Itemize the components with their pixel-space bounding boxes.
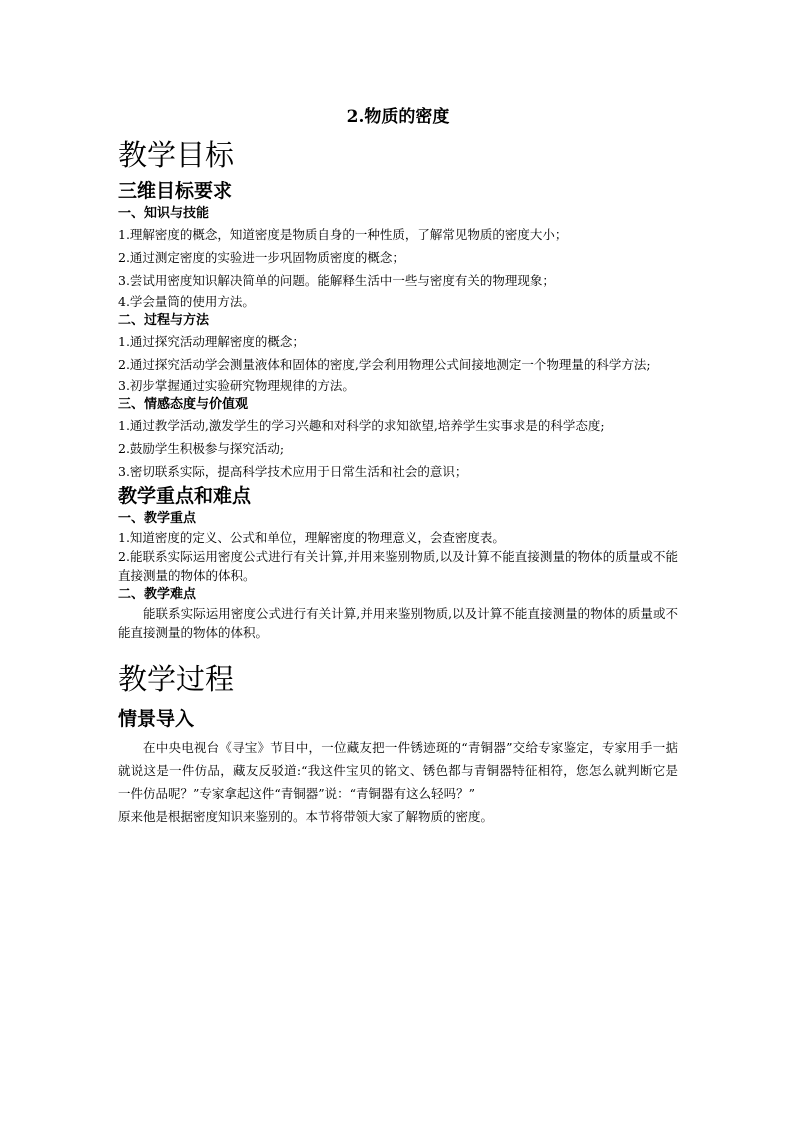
difficult-points-title: 二、教学难点: [118, 587, 197, 602]
subheading-scenario-intro: 情景导入: [118, 708, 195, 730]
scenario-conclusion: 原来他是根据密度知识来鉴别的。本节将带领大家了解物质的密度。: [118, 809, 494, 824]
goal-item: 3.密切联系实际，提高科学技术应用于日常生活和社会的意识；: [118, 464, 468, 479]
document-content: [118, 104, 678, 828]
goal-item: 2.鼓励学生积极参与探究活动;: [118, 441, 285, 456]
subheading-three-dimensional-goals: 三维目标要求: [118, 180, 233, 202]
section-heading-key-difficult-points: 教学重点和难点: [118, 485, 252, 507]
document-title: 2.物质的密度: [346, 107, 450, 127]
key-points-title: 一、教学重点: [118, 511, 197, 526]
goal-title-process-methods: 二、过程与方法: [118, 313, 210, 328]
goal-item: 2.通过测定密度的实验进一步巩固物质密度的概念；: [118, 250, 405, 265]
section-heading-teaching-process: 教学过程: [118, 662, 235, 696]
section-heading-teaching-goals: 教学目标: [118, 138, 235, 172]
goal-item: 3.尝试用密度知识解决简单的问题。能解释生活中一些与密度有关的物理现象；: [118, 273, 555, 288]
goal-item: 3.初步掌握通过实验研究物理规律的方法。: [118, 378, 355, 393]
goal-title-knowledge-skills: 一、知识与技能: [118, 206, 210, 221]
scenario-story: 在中央电视台《寻宝》节目中，一位藏友把一件锈迹斑的“青铜器”交给专家鉴定，专家用手一掂就说这是一件仿品，藏友反驳道:“我这件宝贝的铭文、锈色都与青铜器特征相符，您怎么就判断它是一件仿品呢？”专家拿起这件“青铜器”说：“青铜器有这么轻吗？”: [118, 740, 678, 801]
goal-item: 1.通过探究活动理解密度的概念；: [118, 334, 305, 349]
goal-item: 4.学会量筒的使用方法。: [118, 294, 255, 309]
goal-title-attitudes-values: 三、情感态度与价值观: [118, 397, 249, 412]
difficult-point-text: 能联系实际运用密度公式进行有关计算,并用来鉴别物质,以及计算不能直接测量的物体的质量或不能直接测量的物体的体积。: [118, 606, 678, 640]
goal-item: 1.理解密度的概念，知道密度是物质自身的一种性质，了解常见物质的密度大小；: [118, 227, 568, 242]
goal-item: 1.通过教学活动,激发学生的学习兴趣和对科学的求知欲望,培养学生实事求是的科学态度;: [118, 418, 605, 433]
key-point-item: 2.能联系实际运用密度公式进行有关计算,并用来鉴别物质,以及计算不能直接测量的物体的质量或不能直接测量的物体的体积。: [118, 549, 678, 583]
goal-item: 2.通过探究活动学会测量液体和固体的密度,学会利用物理公式间接地测定一个物理量的科学方法;: [118, 357, 651, 372]
key-point-item: 1.知道密度的定义、公式和单位，理解密度的物理意义，会查密度表。: [118, 530, 505, 545]
